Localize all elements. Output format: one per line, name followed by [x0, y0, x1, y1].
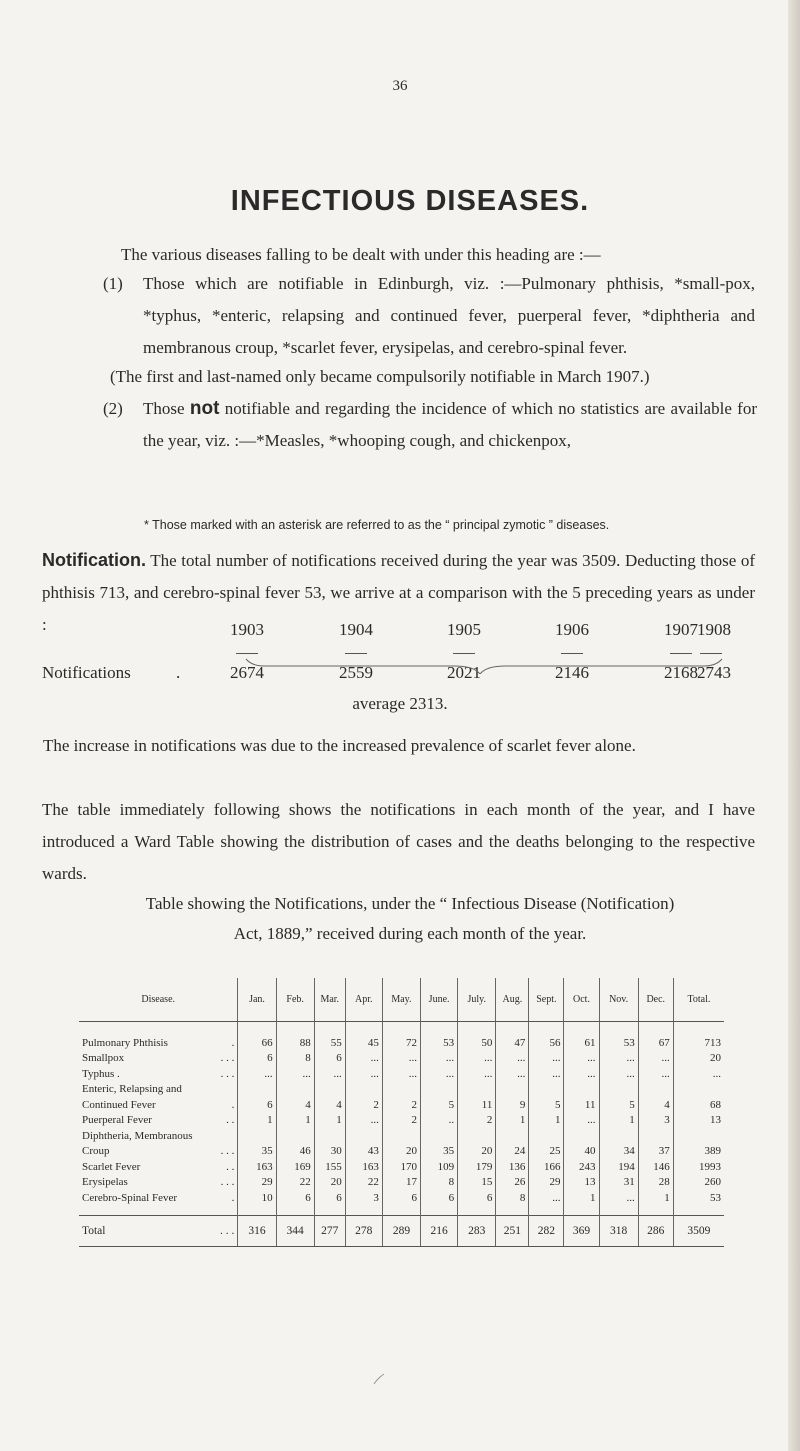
table-row: [79, 1080, 724, 1096]
disease-name: Erysipelas: [82, 1176, 128, 1188]
leader-dots: .: [176, 663, 181, 682]
value-cell: 35: [238, 1142, 276, 1158]
table-row: [79, 1064, 724, 1080]
header-cell: Feb.: [276, 978, 314, 1022]
table-header-row: [79, 978, 724, 1022]
value-cell: 2: [345, 1095, 382, 1111]
dash-divider: [236, 653, 258, 654]
year-value-1908: 2743: [697, 663, 731, 682]
spacer-row: [79, 1204, 724, 1216]
value-cell: 24: [496, 1142, 529, 1158]
value-cell: 8: [276, 1049, 314, 1065]
leader-dots: .: [231, 1098, 235, 1111]
value-cell: [673, 1126, 724, 1142]
value-cell: [529, 1126, 564, 1142]
value-cell: 43: [345, 1142, 382, 1158]
value-cell: ...: [673, 1064, 724, 1080]
value-cell: 6: [276, 1188, 314, 1204]
value-cell: ..: [421, 1111, 458, 1127]
value-cell: 5: [529, 1095, 564, 1111]
value-cell: ...: [529, 1188, 564, 1204]
value-cell: 1: [314, 1111, 345, 1127]
item-2-lead: Those: [143, 399, 185, 418]
value-cell: 1: [276, 1111, 314, 1127]
value-cell: 5: [599, 1095, 638, 1111]
value-cell: 35: [421, 1142, 458, 1158]
table-row: [79, 1049, 724, 1065]
value-cell: 344: [276, 1215, 314, 1246]
value-cell: 11: [458, 1095, 496, 1111]
item-2-emphasis: not: [189, 398, 220, 419]
value-cell: 179: [458, 1157, 496, 1173]
value-cell: ...: [496, 1064, 529, 1080]
value-cell: 17: [382, 1173, 420, 1189]
year-label: 1906: [555, 620, 589, 639]
disease-name-cell: [79, 1080, 238, 1096]
leader-dots: . . .: [220, 1052, 235, 1064]
value-cell: [421, 1080, 458, 1096]
value-cell: 13: [564, 1173, 599, 1189]
notifications-row-label: Notifications: [42, 663, 131, 682]
year-value: 2674: [230, 663, 264, 682]
dash-divider: [453, 653, 475, 654]
value-cell: 37: [638, 1142, 673, 1158]
value-cell: 30: [314, 1142, 345, 1158]
value-cell: ...: [638, 1064, 673, 1080]
disease-name-cell: [79, 1111, 238, 1127]
value-cell: 34: [599, 1142, 638, 1158]
table-intro-paragraph: The table immediately following shows the notifications in each month of the year, and I have introduced a Ward Table showing the distribution of cases and the deaths belonging to the respective wards.: [42, 800, 755, 883]
value-cell: 72: [382, 1033, 420, 1049]
item-2-text: [143, 393, 757, 457]
value-cell: 8: [496, 1188, 529, 1204]
value-cell: 6: [382, 1188, 420, 1204]
disease-name-cell: [79, 1215, 238, 1246]
value-cell: 6: [238, 1095, 276, 1111]
increase-text: The increase in notifications was due to the increased prevalence of scarlet fever alone.: [43, 736, 636, 755]
value-cell: 286: [638, 1215, 673, 1246]
notification-text: The total number of notifications received during the year was 3509. Deducting those of phthisis 713, and cerebro-spinal fever 53, we arrive at a comparison with the 5 preceding years as under :: [42, 551, 755, 634]
disease-name: Pulmonary Phthisis: [82, 1036, 168, 1049]
value-cell: [638, 1080, 673, 1096]
average-brace: [244, 658, 724, 674]
header-cell: Apr.: [345, 978, 382, 1022]
item-1-number: (1): [103, 274, 123, 293]
value-cell: 155: [314, 1157, 345, 1173]
value-cell: 15: [458, 1173, 496, 1189]
disease-name-cell: [79, 1188, 238, 1204]
increase-paragraph: [42, 730, 755, 762]
value-cell: 282: [529, 1215, 564, 1246]
value-cell: [529, 1080, 564, 1096]
value-cell: 6: [421, 1188, 458, 1204]
item-2-body: notifiable and regarding the incidence of which no statistics are available for the year, viz. :—*Measles, *whooping cough, and chickenpox,: [143, 399, 757, 450]
disease-name: Total: [82, 1224, 106, 1237]
disease-name: Scarlet Fever: [82, 1160, 141, 1173]
value-cell: 194: [599, 1157, 638, 1173]
leader-dots: . .: [226, 1160, 235, 1173]
value-cell: 278: [345, 1215, 382, 1246]
header-cell: May.: [382, 978, 420, 1022]
value-cell: 277: [314, 1215, 345, 1246]
value-cell: 31: [599, 1173, 638, 1189]
header-cell: Jan.: [238, 978, 276, 1022]
table-body: [79, 1022, 724, 1247]
header-cell: June.: [421, 978, 458, 1022]
value-cell: 109: [421, 1157, 458, 1173]
value-cell: 3509: [673, 1215, 724, 1246]
year-value: 2021: [447, 663, 481, 682]
value-cell: 1: [529, 1111, 564, 1127]
leader-dots: . . .: [220, 1224, 235, 1237]
value-cell: ...: [458, 1049, 496, 1065]
value-cell: [314, 1126, 345, 1142]
value-cell: [599, 1126, 638, 1142]
header-cell: Disease.: [79, 978, 238, 1022]
value-cell: 6: [314, 1188, 345, 1204]
value-cell: 20: [382, 1142, 420, 1158]
table-row: [79, 1095, 724, 1111]
value-cell: 68: [673, 1095, 724, 1111]
value-cell: 6: [458, 1188, 496, 1204]
disease-name-cell: [79, 1126, 238, 1142]
value-cell: ...: [599, 1188, 638, 1204]
value-cell: 1: [638, 1188, 673, 1204]
leader-dots: . . .: [220, 1145, 235, 1157]
value-cell: 28: [638, 1173, 673, 1189]
table-row: [79, 1157, 724, 1173]
disease-name: Cerebro-Spinal Fever: [82, 1191, 177, 1204]
table-caption-line-1: Table showing the Notifications, under the “ Infectious Disease (Notification): [145, 894, 675, 913]
dash-divider: [561, 653, 583, 654]
dash-divider: [345, 653, 367, 654]
value-cell: ...: [529, 1049, 564, 1065]
header-cell: Sept.: [529, 978, 564, 1022]
intro-paragraph: The various diseases falling to be dealt with under this heading are :—: [121, 245, 601, 264]
value-cell: ...: [421, 1064, 458, 1080]
value-cell: 216: [421, 1215, 458, 1246]
value-cell: 243: [564, 1157, 599, 1173]
value-cell: 66: [238, 1033, 276, 1049]
value-cell: ...: [276, 1064, 314, 1080]
disease-name-cell: [79, 1173, 238, 1189]
leader-dots: . .: [226, 1114, 235, 1126]
value-cell: 8: [421, 1173, 458, 1189]
year-label-1908: 1908: [697, 620, 731, 639]
year-label: 1905: [447, 620, 481, 639]
value-cell: 1: [238, 1111, 276, 1127]
value-cell: [458, 1126, 496, 1142]
value-cell: [276, 1126, 314, 1142]
page-heading: INFECTIOUS DISEASES.: [230, 185, 590, 217]
value-cell: 713: [673, 1033, 724, 1049]
value-cell: 170: [382, 1157, 420, 1173]
table-row: [79, 1033, 724, 1049]
value-cell: [458, 1080, 496, 1096]
value-cell: 251: [496, 1215, 529, 1246]
header-cell: Aug.: [496, 978, 529, 1022]
header-cell: Oct.: [564, 978, 599, 1022]
value-cell: [496, 1080, 529, 1096]
value-cell: [421, 1126, 458, 1142]
disease-name-cell: [79, 1064, 238, 1080]
value-cell: ...: [564, 1064, 599, 1080]
value-cell: 289: [382, 1215, 420, 1246]
value-cell: [599, 1080, 638, 1096]
value-cell: ...: [599, 1064, 638, 1080]
value-cell: 369: [564, 1215, 599, 1246]
value-cell: 25: [529, 1142, 564, 1158]
dash-divider: [670, 653, 692, 654]
value-cell: 29: [238, 1173, 276, 1189]
value-cell: ...: [345, 1064, 382, 1080]
year-value: 2559: [339, 663, 373, 682]
value-cell: 5: [421, 1095, 458, 1111]
leader-dots: . . .: [220, 1067, 235, 1080]
year-value: 2168: [664, 663, 698, 682]
disease-name-cell: [79, 1157, 238, 1173]
table-row: [79, 1111, 724, 1127]
value-cell: 163: [238, 1157, 276, 1173]
value-cell: [345, 1126, 382, 1142]
value-cell: [382, 1126, 420, 1142]
spacer-row: [79, 1022, 724, 1034]
value-cell: 47: [496, 1033, 529, 1049]
disease-name: Enteric, Relapsing and: [82, 1083, 182, 1095]
value-cell: ...: [458, 1064, 496, 1080]
value-cell: 20: [458, 1142, 496, 1158]
value-cell: 53: [421, 1033, 458, 1049]
value-cell: 3: [638, 1111, 673, 1127]
value-cell: ...: [564, 1049, 599, 1065]
value-cell: [638, 1126, 673, 1142]
header-cell: Total.: [673, 978, 724, 1022]
disease-name: Smallpox: [82, 1052, 125, 1064]
disease-name: Croup: [82, 1145, 110, 1157]
value-cell: 1993: [673, 1157, 724, 1173]
value-cell: [345, 1080, 382, 1096]
value-cell: 163: [345, 1157, 382, 1173]
footnote: * Those marked with an asterisk are referred to as the “ principal zymotic ” diseases.: [144, 518, 610, 532]
value-cell: 2: [458, 1111, 496, 1127]
notification-title: Notification.: [42, 550, 146, 570]
value-cell: 11: [564, 1095, 599, 1111]
header-cell: Mar.: [314, 978, 345, 1022]
value-cell: 20: [673, 1049, 724, 1065]
disease-name-cell: [79, 1142, 238, 1158]
table-row: [79, 1142, 724, 1158]
leader-dots: .: [231, 1191, 235, 1204]
value-cell: 2: [382, 1095, 420, 1111]
table-row: [79, 1126, 724, 1142]
value-cell: 45: [345, 1033, 382, 1049]
value-cell: ...: [382, 1064, 420, 1080]
disease-name: Puerperal Fever: [82, 1114, 152, 1126]
value-cell: 26: [496, 1173, 529, 1189]
value-cell: [238, 1080, 276, 1096]
disease-name-cell: [79, 1049, 238, 1065]
value-cell: [238, 1126, 276, 1142]
value-cell: ...: [238, 1064, 276, 1080]
value-cell: 316: [238, 1215, 276, 1246]
value-cell: [382, 1080, 420, 1096]
value-cell: 53: [673, 1188, 724, 1204]
value-cell: 1: [496, 1111, 529, 1127]
value-cell: ...: [421, 1049, 458, 1065]
value-cell: ...: [314, 1064, 345, 1080]
leader-dots: .: [231, 1036, 235, 1049]
year-label: 1903: [230, 620, 264, 639]
value-cell: 6: [314, 1049, 345, 1065]
value-cell: ...: [529, 1064, 564, 1080]
value-cell: 13: [673, 1111, 724, 1127]
value-cell: 4: [314, 1095, 345, 1111]
leader-dots: . . .: [220, 1176, 235, 1188]
value-cell: 2: [382, 1111, 420, 1127]
value-cell: 88: [276, 1033, 314, 1049]
value-cell: 55: [314, 1033, 345, 1049]
disease-name: Diphtheria, Membranous: [82, 1129, 193, 1142]
value-cell: ...: [382, 1049, 420, 1065]
value-cell: 4: [638, 1095, 673, 1111]
disease-name-cell: [79, 1095, 238, 1111]
item-1-text: Those which are notifiable in Edinburgh, viz. :—Pulmonary phthisis, *small-pox, *typhus, *enteric, relapsing and continued fever, puerperal fever, *diphtheria and membranous croup, *scarlet fever, erysipelas, and cerebro-spinal fever.: [143, 274, 755, 357]
value-cell: [496, 1126, 529, 1142]
value-cell: 22: [345, 1173, 382, 1189]
value-cell: ...: [564, 1111, 599, 1127]
value-cell: 318: [599, 1215, 638, 1246]
disease-name: Continued Fever: [82, 1098, 156, 1111]
value-cell: 50: [458, 1033, 496, 1049]
table-row: [79, 1173, 724, 1189]
year-label: 1907: [664, 620, 698, 639]
value-cell: 67: [638, 1033, 673, 1049]
value-cell: ...: [345, 1049, 382, 1065]
item-2-number: (2): [103, 399, 123, 418]
value-cell: 56: [529, 1033, 564, 1049]
year-value: 2146: [555, 663, 589, 682]
disease-name-cell: [79, 1033, 238, 1049]
value-cell: 6: [238, 1049, 276, 1065]
value-cell: [276, 1080, 314, 1096]
value-cell: 46: [276, 1142, 314, 1158]
average-label: average 2313.: [352, 694, 448, 713]
value-cell: 4: [276, 1095, 314, 1111]
value-cell: 136: [496, 1157, 529, 1173]
value-cell: 1: [564, 1188, 599, 1204]
value-cell: ...: [496, 1049, 529, 1065]
total-row: [79, 1215, 724, 1246]
table-row: [79, 1188, 724, 1204]
value-cell: 9: [496, 1095, 529, 1111]
value-cell: 22: [276, 1173, 314, 1189]
value-cell: 53: [599, 1033, 638, 1049]
value-cell: 29: [529, 1173, 564, 1189]
year-label: 1904: [339, 620, 373, 639]
value-cell: [314, 1080, 345, 1096]
parenthetical-note: (The first and last-named only became compulsorily notifiable in March 1907.): [110, 367, 650, 386]
header-cell: Nov.: [599, 978, 638, 1022]
disease-name: Typhus .: [82, 1067, 120, 1080]
value-cell: [564, 1126, 599, 1142]
value-cell: 3: [345, 1188, 382, 1204]
value-cell: 169: [276, 1157, 314, 1173]
value-cell: [564, 1080, 599, 1096]
value-cell: 20: [314, 1173, 345, 1189]
stray-pencil-mark: [372, 1372, 386, 1386]
page-number: 36: [392, 78, 408, 94]
value-cell: 260: [673, 1173, 724, 1189]
notifications-table: [79, 978, 724, 1247]
value-cell: [673, 1080, 724, 1096]
value-cell: 10: [238, 1188, 276, 1204]
value-cell: ...: [638, 1049, 673, 1065]
value-cell: ...: [345, 1111, 382, 1127]
value-cell: 40: [564, 1142, 599, 1158]
value-cell: 389: [673, 1142, 724, 1158]
header-cell: July.: [458, 978, 496, 1022]
value-cell: 1: [599, 1111, 638, 1127]
value-cell: 283: [458, 1215, 496, 1246]
header-cell: Dec.: [638, 978, 673, 1022]
value-cell: ...: [599, 1049, 638, 1065]
table-caption-line-2: Act, 1889,” received during each month of the year.: [233, 924, 587, 943]
value-cell: 166: [529, 1157, 564, 1173]
dash-divider: [700, 653, 722, 654]
value-cell: 146: [638, 1157, 673, 1173]
value-cell: 61: [564, 1033, 599, 1049]
